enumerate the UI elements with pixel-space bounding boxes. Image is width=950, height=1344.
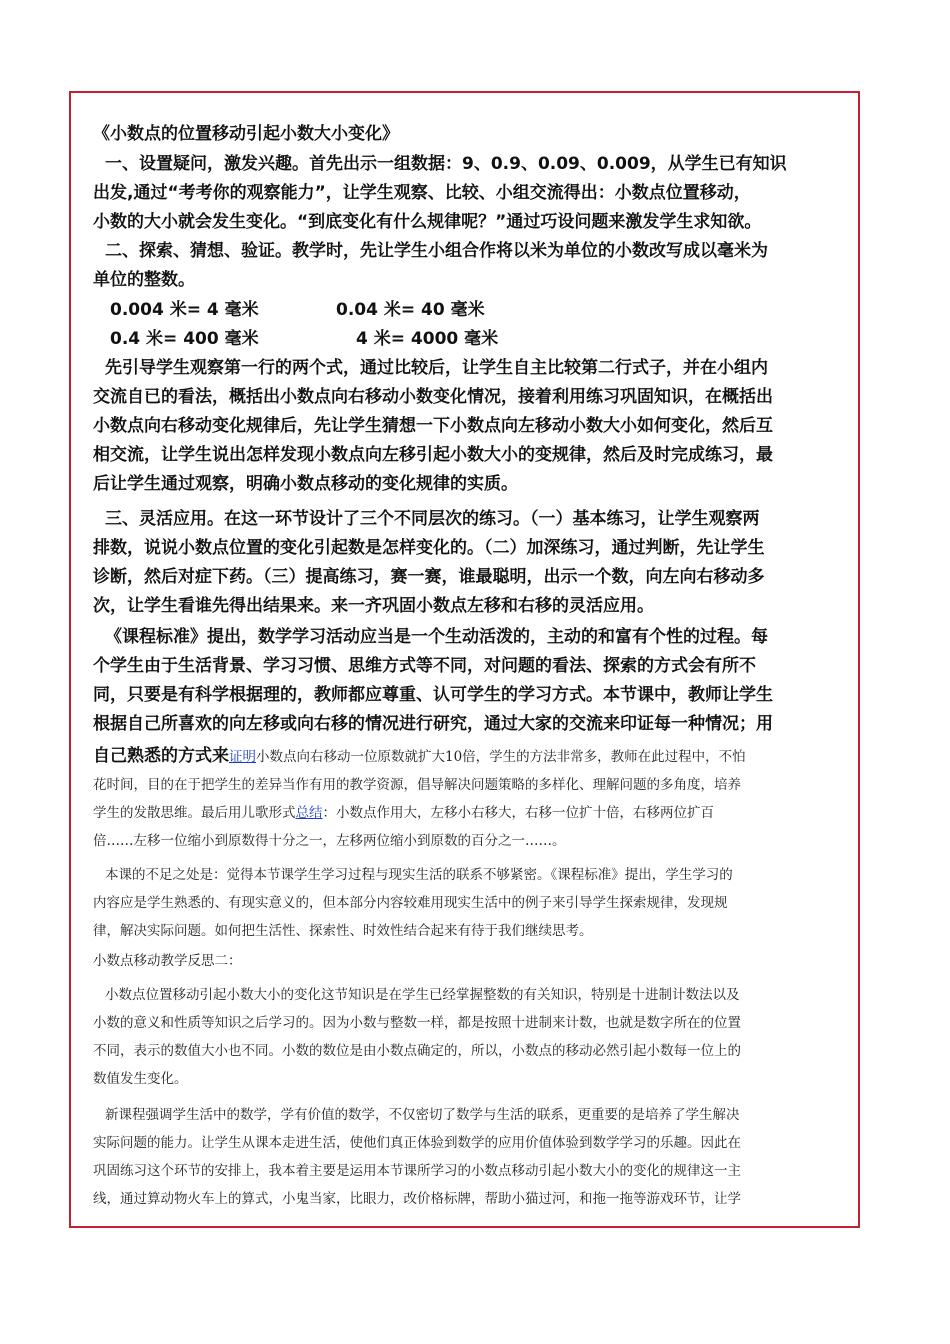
paragraph-line: 相交流，让学生说出怎样发现小数点向左移引起小数大小的变规律，然后及时完成练习，最 xyxy=(93,445,773,465)
paragraph-line: 小数的大小就会发生变化。“到底变化有什么规律呢？”通过巧设问题来激发学生求知欲。 xyxy=(93,212,762,232)
equation: 4 米= 4000 毫米 xyxy=(356,329,499,349)
doc-title: 《小数点的位置移动引起小数大小变化》 xyxy=(93,124,399,144)
paragraph-line: 诊断，然后对症下药。（三）提高练习，赛一赛，谁最聪明，出示一个数，向左向右移动多 xyxy=(93,567,765,587)
paragraph-text: 小数点向右移动一位原数就扩大10倍，学生的方法非常多，教师在此过程中，不怕 xyxy=(256,749,746,765)
paragraph-line: 同，只要是有科学根据理的，教师都应尊重、认可学生的学习方式。本节课中，教师让学生 xyxy=(93,685,773,705)
paragraph-line: 排数，说说小数点位置的变化引起数是怎样变化的。（二）加深练习，通过判断，先让学生 xyxy=(93,538,765,558)
paragraph-line: 个学生由于生活背景、学习习惯、思维方式等不同，对问题的看法、探索的方式会有所不 xyxy=(93,656,756,676)
paragraph-line: 小数的意义和性质等知识之后学习的。因为小数与整数一样，都是按照十进制来计数，也就是数字所在的位置 xyxy=(93,1015,741,1031)
paragraph-line: 实际问题的能力。让学生从课本走进生活，使他们真正体验到数学的应用价值体验到数学学习的乐趣。因此在 xyxy=(93,1135,741,1151)
paragraph-line: 倍……左移一位缩小到原数得十分之一，左移两位缩小到原数的百分之一……。 xyxy=(93,833,566,849)
paragraph-line: 新课程强调学生活中的数学，学有价值的数学，不仅密切了数学与生活的联系，更重要的是培养了学生解决 xyxy=(105,1107,740,1123)
paragraph-line: 小数点向右移动变化规律后，先让学生猜想一下小数点向左移动小数大小如何变化，然后互 xyxy=(93,416,773,436)
section-heading: 小数点移动教学反思二： xyxy=(93,953,242,969)
paragraph-line: 二、探索、猜想、验证。教学时，先让学生小组合作将以米为单位的小数改写成以毫米为 xyxy=(105,241,768,261)
paragraph-line: 后让学生通过观察，明确小数点移动的变化规律的实质。 xyxy=(93,474,518,494)
link-zongjie[interactable]: 总结 xyxy=(295,805,323,821)
paragraph-line: 出发,通过“考考你的观察能力”，让学生观察、比较、小组交流得出：小数点位置移动， xyxy=(93,183,751,203)
paragraph-text: ：小数点作用大，左移小右移大，右移一位扩十倍，右移两位扩百 xyxy=(322,805,714,821)
paragraph-text: 学生的发散思维。最后用儿歌形式 xyxy=(93,805,296,821)
mixed-line xyxy=(93,741,746,766)
mixed-line xyxy=(93,801,714,822)
paragraph-line: 三、灵活应用。在这一环节设计了三个不同层次的练习。（一）基本练习，让学生观察两 xyxy=(105,509,760,529)
paragraph-line: 先引导学生观察第一行的两个式，通过比较后，让学生自主比较第二行式子，并在小组内 xyxy=(105,358,768,378)
page-frame xyxy=(69,91,860,1228)
paragraph-text: 自己熟悉的方式来 xyxy=(93,746,229,766)
paragraph-line: 交流自已的看法，概括出小数点向右移动小数变化情况，接着利用练习巩固知识，在概括出 xyxy=(93,387,773,407)
paragraph-line: 本课的不足之处是：觉得本节课学生学习过程与现实生活的联系不够紧密。《课程标准》提出，学生学习的 xyxy=(105,867,733,883)
paragraph-line: 根据自己所喜欢的向左移或向右移的情况进行研究，通过大家的交流来印证每一种情况；用 xyxy=(93,714,773,734)
paragraph-line: 小数点位置移动引起小数大小的变化这节知识是在学生已经掌握整数的有关知识，特别是十进制计数法以及 xyxy=(105,987,740,1003)
paragraph-line: 内容应是学生熟悉的、有现实意义的，但本部分内容较难用现实生活中的例子来引导学生探索规律，发现规 xyxy=(93,895,728,911)
paragraph-line: 次，让学生看谁先得出结果来。来一齐巩固小数点左移和右移的灵活应用。 xyxy=(93,596,654,616)
paragraph-line: 线，通过算动物火车上的算式，小鬼当家，比眼力，改价格标牌，帮助小猫过河，和拖一拖等游戏环节，让学 xyxy=(93,1191,741,1207)
paragraph-line: 数值发生变化。 xyxy=(93,1071,188,1087)
paragraph-line: 花时间，目的在于把学生的差异当作有用的教学资源，倡导解决问题策略的多样化、理解问题的多角度，培养 xyxy=(93,777,741,793)
paragraph-line: 单位的整数。 xyxy=(93,270,195,290)
link-zhengming[interactable]: 证明 xyxy=(229,749,256,765)
paragraph-line: 一、设置疑问，激发兴趣。首先出示一组数据：9、0.9、0.09、0.009，从学生已有知识 xyxy=(105,154,787,174)
paragraph-line: 《课程标准》提出，数学学习活动应当是一个生动活泼的，主动的和富有个性的过程。每 xyxy=(105,627,768,647)
paragraph-line: 不同，表示的数值大小也不同。小数的数位是由小数点确定的，所以，小数点的移动必然引起小数每一位上的 xyxy=(93,1043,741,1059)
paragraph-line: 巩固练习这个环节的安排上，我本着主要是运用本节课所学习的小数点移动引起小数大小的变化的规律这一主 xyxy=(93,1163,741,1179)
equation: 0.004 米= 4 毫米 xyxy=(110,300,259,320)
equation: 0.04 米= 40 毫米 xyxy=(336,300,485,320)
equation: 0.4 米= 400 毫米 xyxy=(110,329,259,349)
paragraph-line: 律，解决实际问题。如何把生活性、探索性、时效性结合起来有待于我们继续思考。 xyxy=(93,923,593,939)
